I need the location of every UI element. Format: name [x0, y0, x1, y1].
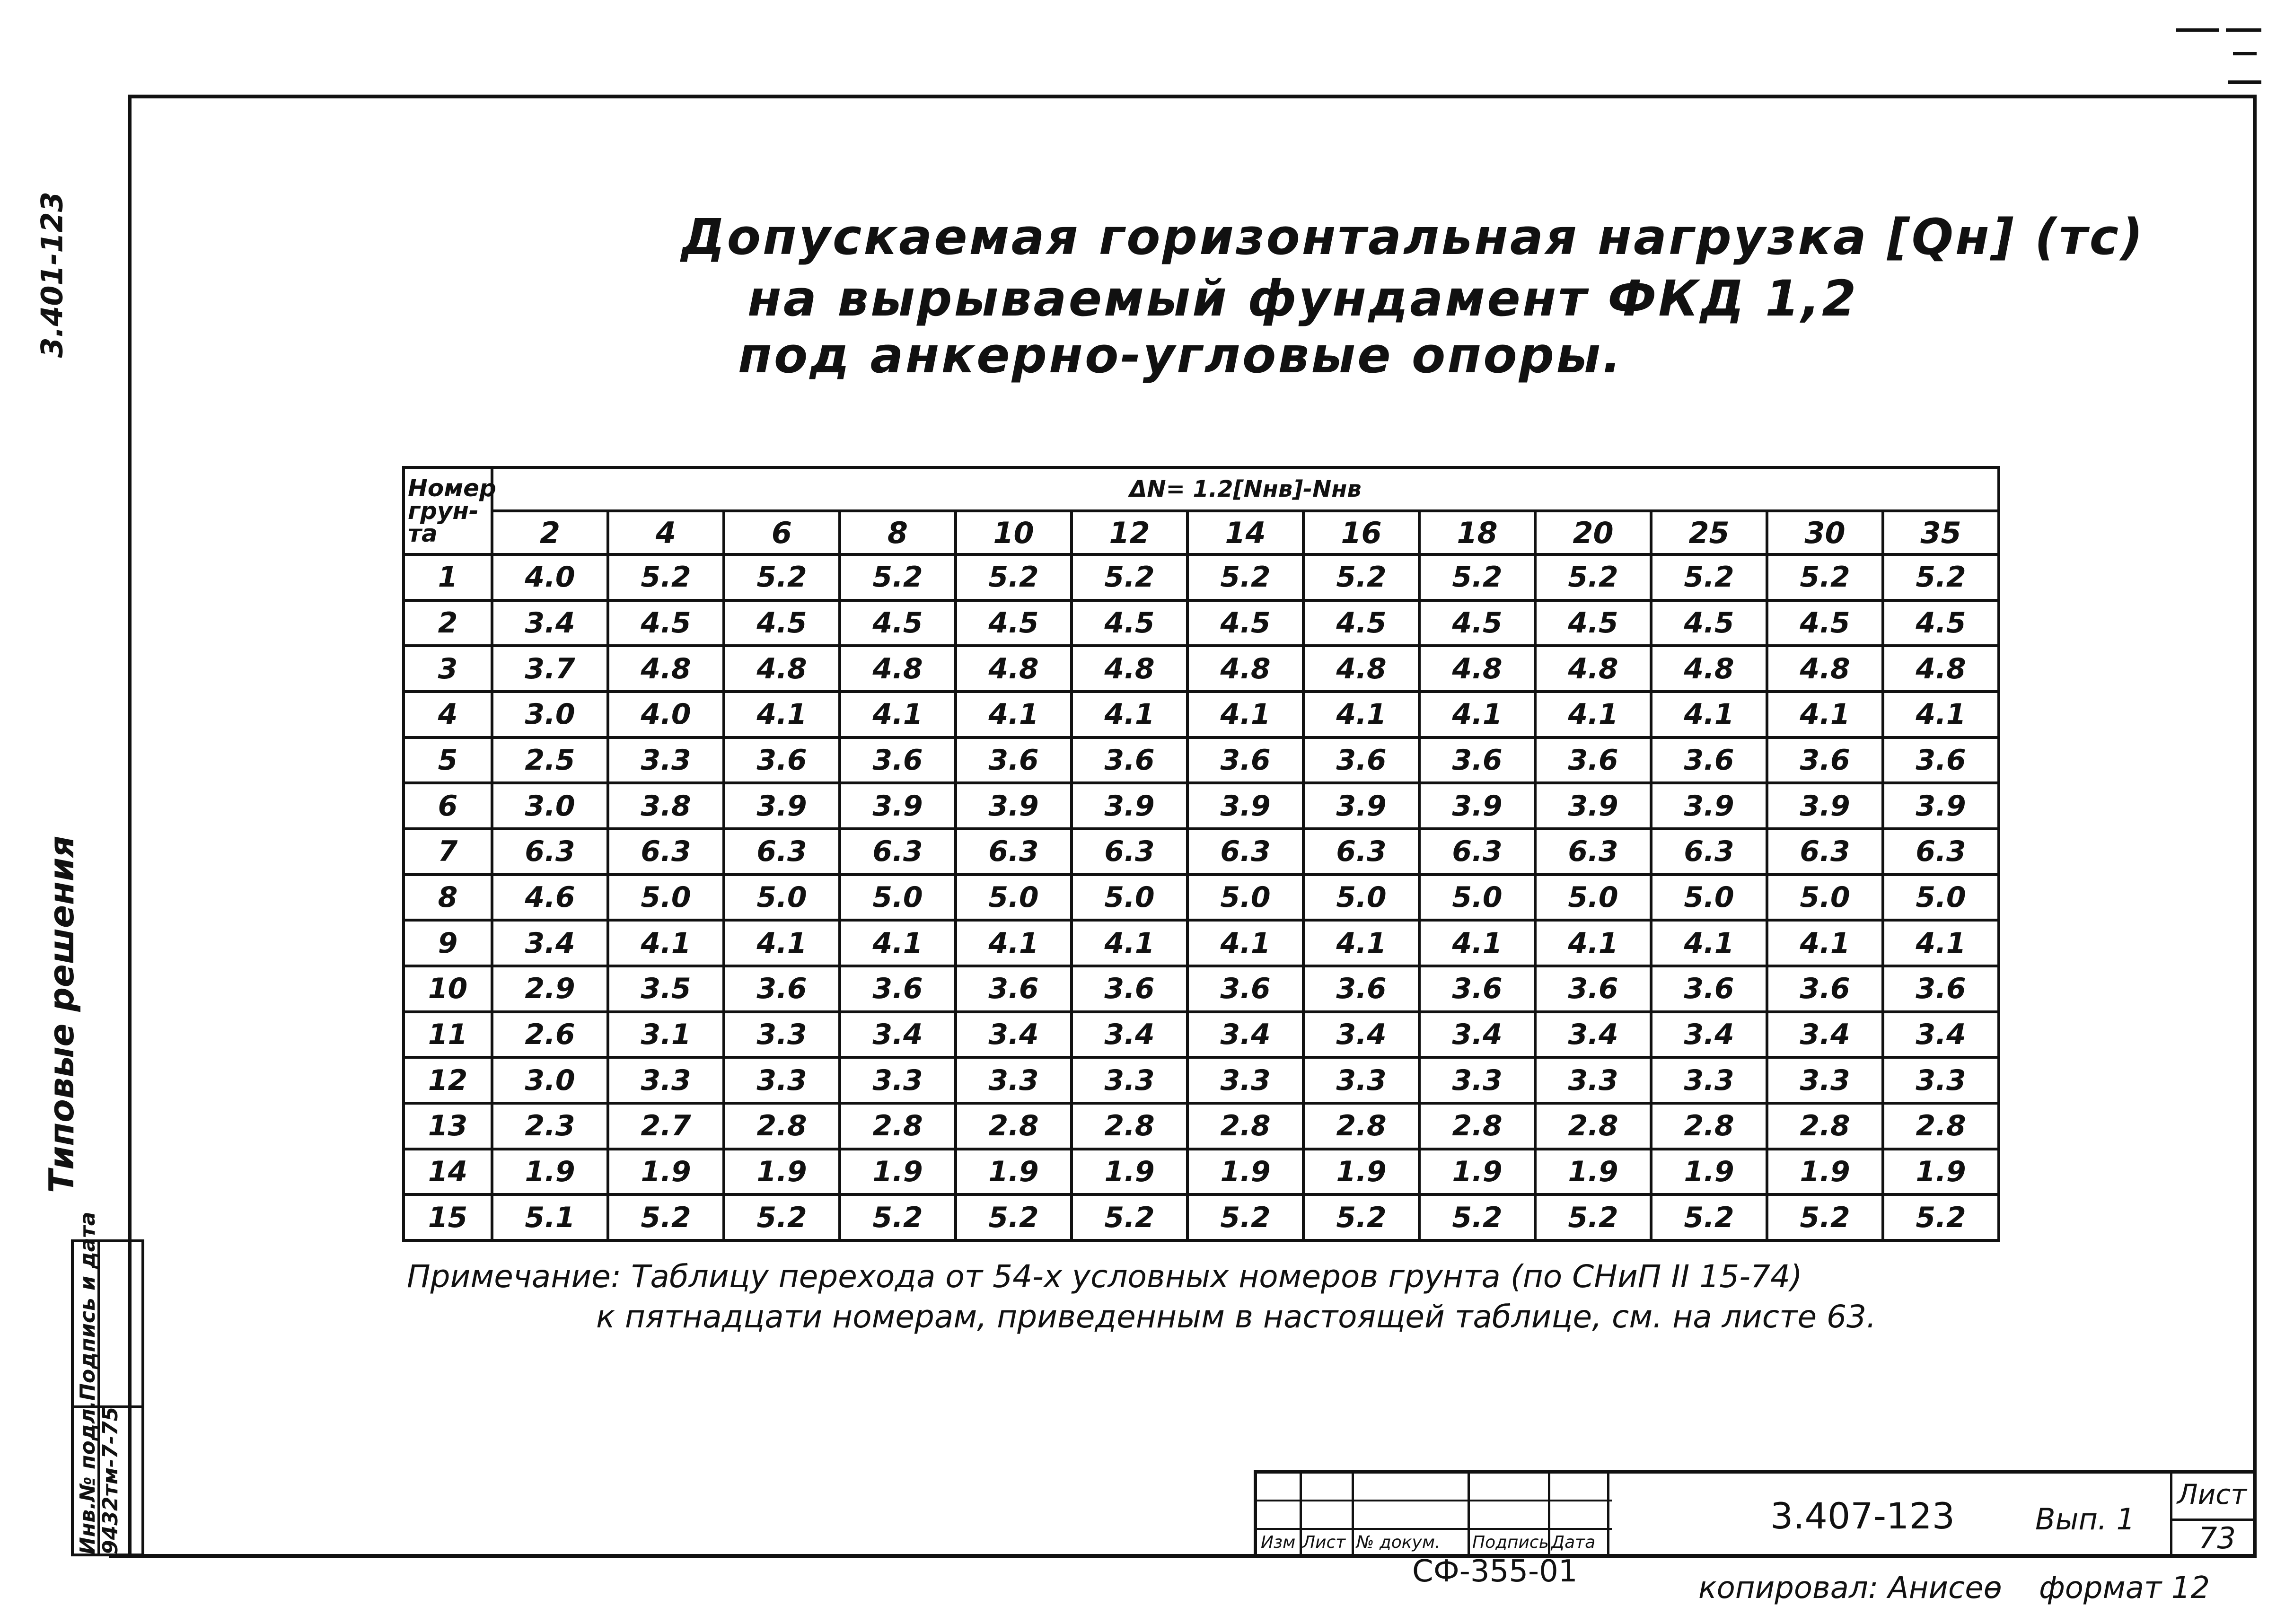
load-value-cell: 5.2	[608, 554, 724, 600]
load-value-cell: 2.8	[1419, 1103, 1535, 1149]
load-value-cell: 4.1	[956, 920, 1072, 966]
load-value-cell: 2.6	[492, 1012, 608, 1058]
load-value-cell: 3.3	[1651, 1057, 1767, 1103]
load-value-cell: 3.6	[1883, 737, 1999, 783]
load-value-cell: 5.2	[1419, 554, 1535, 600]
load-value-cell: 3.9	[724, 783, 840, 829]
load-value-cell: 3.0	[492, 783, 608, 829]
load-value-cell: 4.1	[1883, 692, 1999, 737]
load-value-cell: 3.9	[1303, 783, 1419, 829]
load-value-cell: 6.3	[1535, 829, 1651, 875]
load-value-cell: 5.1	[492, 1194, 608, 1240]
load-value-cell: 2.8	[1072, 1103, 1187, 1149]
soil-number-cell: 8	[404, 875, 492, 921]
load-value-cell: 6.3	[492, 829, 608, 875]
load-value-cell: 3.9	[1187, 783, 1303, 829]
load-value-cell: 5.2	[1651, 554, 1767, 600]
load-value-cell: 2.8	[724, 1103, 840, 1149]
load-value-cell: 5.0	[1883, 875, 1999, 921]
soil-number-cell: 15	[404, 1194, 492, 1240]
load-value-cell: 5.0	[1535, 875, 1651, 921]
delta-n-column-header: 20	[1535, 511, 1651, 554]
load-value-cell: 4.5	[1072, 600, 1187, 646]
load-value-cell: 4.8	[840, 646, 956, 692]
tb-sheet-number: 73	[2198, 1521, 2236, 1555]
table-row	[404, 1103, 1999, 1149]
load-value-cell: 4.1	[1535, 920, 1651, 966]
load-value-cell: 3.3	[1767, 1057, 1883, 1103]
load-value-cell: 1.9	[956, 1149, 1072, 1195]
load-value-cell: 3.6	[1072, 737, 1187, 783]
load-value-cell: 1.9	[724, 1149, 840, 1195]
load-value-cell: 1.9	[492, 1149, 608, 1195]
load-value-cell: 3.3	[608, 1057, 724, 1103]
load-value-cell: 4.5	[1187, 600, 1303, 646]
load-value-cell: 4.1	[840, 920, 956, 966]
load-value-cell: 6.3	[1883, 829, 1999, 875]
load-value-cell: 2.8	[840, 1103, 956, 1149]
load-value-cell: 3.6	[956, 966, 1072, 1012]
delta-n-column-header: 14	[1187, 511, 1303, 554]
load-value-cell: 3.4	[956, 1012, 1072, 1058]
load-value-cell: 2.8	[1303, 1103, 1419, 1149]
soil-number-cell: 6	[404, 783, 492, 829]
load-value-cell: 3.4	[1187, 1012, 1303, 1058]
load-value-cell: 5.2	[1883, 554, 1999, 600]
code-below-stamp: СФ-355-01	[1412, 1554, 1578, 1589]
load-value-cell: 6.3	[1187, 829, 1303, 875]
delta-n-column-header: 18	[1419, 511, 1535, 554]
note-line-2: к пятнадцати номерам, приведенным в настоящей таблице, см. на листе 63.	[596, 1299, 1876, 1335]
soil-number-cell: 9	[404, 920, 492, 966]
load-value-cell: 4.8	[1651, 646, 1767, 692]
copied-by: копировал: Анисеѳ	[1698, 1571, 2002, 1606]
load-value-cell: 5.0	[1072, 875, 1187, 921]
load-value-cell: 4.8	[1187, 646, 1303, 692]
load-value-cell: 5.0	[1419, 875, 1535, 921]
corner-marks	[2176, 28, 2261, 90]
load-value-cell: 3.6	[1187, 966, 1303, 1012]
load-value-cell: 3.0	[492, 1057, 608, 1103]
load-value-cell: 6.3	[1767, 829, 1883, 875]
tb-col-izm: Изм	[1261, 1533, 1296, 1552]
load-value-cell: 4.1	[1767, 920, 1883, 966]
load-value-cell: 3.3	[1303, 1057, 1419, 1103]
table-row	[404, 966, 1999, 1012]
load-value-cell: 5.2	[840, 554, 956, 600]
load-value-cell: 3.6	[1651, 966, 1767, 1012]
table-row	[404, 737, 1999, 783]
load-value-cell: 6.3	[956, 829, 1072, 875]
load-value-cell: 4.5	[1883, 600, 1999, 646]
load-value-cell: 4.8	[1303, 646, 1419, 692]
load-value-cell: 5.0	[1187, 875, 1303, 921]
table-row	[404, 1012, 1999, 1058]
load-value-cell: 4.1	[1419, 692, 1535, 737]
table-row	[404, 1057, 1999, 1103]
delta-n-column-header: 10	[956, 511, 1072, 554]
load-value-cell: 4.8	[724, 646, 840, 692]
load-value-cell: 4.1	[1072, 920, 1187, 966]
load-value-cell: 4.1	[1072, 692, 1187, 737]
load-value-cell: 1.9	[608, 1149, 724, 1195]
load-value-cell: 3.9	[956, 783, 1072, 829]
soil-number-cell: 10	[404, 966, 492, 1012]
load-value-cell: 6.3	[1072, 829, 1187, 875]
load-value-cell: 3.1	[608, 1012, 724, 1058]
load-value-cell: 3.6	[1072, 966, 1187, 1012]
load-value-cell: 5.2	[724, 554, 840, 600]
load-value-cell: 2.8	[1651, 1103, 1767, 1149]
load-value-cell: 5.2	[840, 1194, 956, 1240]
load-value-cell: 3.4	[840, 1012, 956, 1058]
tb-doc-number: 3.407-123	[1770, 1495, 1955, 1537]
delta-n-column-header: 2	[492, 511, 608, 554]
tb-issue: Вып. 1	[2035, 1502, 2135, 1536]
title-line-2: на вырываемый фундамент ФКД 1,2	[747, 270, 1858, 327]
load-value-cell: 4.1	[1535, 692, 1651, 737]
load-value-cell: 3.6	[1883, 966, 1999, 1012]
load-value-cell: 2.5	[492, 737, 608, 783]
load-value-cell: 2.9	[492, 966, 608, 1012]
load-value-cell: 1.9	[840, 1149, 956, 1195]
load-value-cell: 5.2	[956, 1194, 1072, 1240]
load-value-cell: 1.9	[1767, 1149, 1883, 1195]
table-row	[404, 829, 1999, 875]
load-value-cell: 4.5	[1535, 600, 1651, 646]
load-value-cell: 3.4	[1767, 1012, 1883, 1058]
load-value-cell: 3.3	[1072, 1057, 1187, 1103]
soil-number-cell: 5	[404, 737, 492, 783]
load-value-cell: 3.9	[1535, 783, 1651, 829]
soil-number-cell: 7	[404, 829, 492, 875]
load-value-cell: 5.2	[724, 1194, 840, 1240]
load-value-cell: 2.3	[492, 1103, 608, 1149]
soil-number-cell: 11	[404, 1012, 492, 1058]
load-value-cell: 5.0	[956, 875, 1072, 921]
table-row	[404, 1149, 1999, 1195]
load-value-cell: 5.2	[1767, 1194, 1883, 1240]
load-value-cell: 3.4	[1651, 1012, 1767, 1058]
load-value-cell: 4.5	[1303, 600, 1419, 646]
load-value-cell: 3.3	[956, 1057, 1072, 1103]
load-value-cell: 3.4	[492, 920, 608, 966]
delta-n-column-header: 12	[1072, 511, 1187, 554]
load-value-cell: 5.2	[1767, 554, 1883, 600]
delta-n-column-header: 30	[1767, 511, 1883, 554]
load-value-cell: 5.2	[1535, 554, 1651, 600]
soil-number-cell: 2	[404, 600, 492, 646]
delta-n-column-header: 4	[608, 511, 724, 554]
load-value-cell: 6.3	[1651, 829, 1767, 875]
table-row	[404, 1194, 1999, 1240]
load-value-cell: 2.8	[956, 1103, 1072, 1149]
load-value-cell: 3.6	[1303, 966, 1419, 1012]
load-value-cell: 4.1	[1651, 692, 1767, 737]
load-value-cell: 4.5	[1419, 600, 1535, 646]
load-value-cell: 5.0	[1303, 875, 1419, 921]
delta-n-column-header: 25	[1651, 511, 1767, 554]
load-value-cell: 5.0	[1651, 875, 1767, 921]
load-value-cell: 5.2	[608, 1194, 724, 1240]
load-value-cell: 6.3	[1303, 829, 1419, 875]
table-row	[404, 600, 1999, 646]
load-value-cell: 3.4	[492, 600, 608, 646]
load-value-cell: 5.0	[840, 875, 956, 921]
table-row	[404, 692, 1999, 737]
soil-number-header: Номер грун-та	[404, 467, 492, 554]
load-value-cell: 3.3	[608, 737, 724, 783]
soil-number-cell: 3	[404, 646, 492, 692]
load-value-cell: 3.6	[1535, 966, 1651, 1012]
load-table	[402, 466, 2000, 1242]
load-value-cell: 1.9	[1883, 1149, 1999, 1195]
load-value-cell: 3.6	[1303, 737, 1419, 783]
load-value-cell: 4.1	[840, 692, 956, 737]
load-value-cell: 3.6	[1419, 737, 1535, 783]
load-value-cell: 3.6	[1419, 966, 1535, 1012]
load-value-cell: 3.3	[1187, 1057, 1303, 1103]
delta-n-column-header: 35	[1883, 511, 1999, 554]
load-value-cell: 5.2	[1883, 1194, 1999, 1240]
load-value-cell: 1.9	[1651, 1149, 1767, 1195]
side-doc-code: 3.401-123	[35, 192, 70, 358]
load-value-cell: 4.1	[608, 920, 724, 966]
load-value-cell: 4.1	[1767, 692, 1883, 737]
soil-number-cell: 13	[404, 1103, 492, 1149]
archive-stamp	[71, 1211, 144, 1556]
load-value-cell: 4.8	[1767, 646, 1883, 692]
load-value-cell: 3.9	[1651, 783, 1767, 829]
table-row	[404, 875, 1999, 921]
table-row	[404, 920, 1999, 966]
load-value-cell: 4.1	[1187, 920, 1303, 966]
load-value-cell: 1.9	[1303, 1149, 1419, 1195]
load-value-cell: 3.3	[724, 1057, 840, 1103]
load-value-cell: 3.3	[1535, 1057, 1651, 1103]
load-value-cell: 4.5	[724, 600, 840, 646]
load-value-cell: 1.9	[1072, 1149, 1187, 1195]
delta-n-column-header: 16	[1303, 511, 1419, 554]
stamp-signature-label: Подпись и дата	[76, 1211, 100, 1401]
load-value-cell: 3.3	[840, 1057, 956, 1103]
load-value-cell: 2.8	[1883, 1103, 1999, 1149]
load-value-cell: 3.6	[840, 966, 956, 1012]
load-value-cell: 3.3	[724, 1012, 840, 1058]
load-value-cell: 1.9	[1187, 1149, 1303, 1195]
load-value-cell: 3.9	[1072, 783, 1187, 829]
load-value-cell: 3.4	[1535, 1012, 1651, 1058]
load-value-cell: 4.1	[1651, 920, 1767, 966]
load-value-cell: 3.9	[840, 783, 956, 829]
load-value-cell: 4.8	[1072, 646, 1187, 692]
load-value-cell: 4.1	[1419, 920, 1535, 966]
load-value-cell: 5.2	[1303, 554, 1419, 600]
tb-sheet-label: Лист	[2177, 1478, 2247, 1510]
load-value-cell: 3.9	[1883, 783, 1999, 829]
load-value-cell: 3.5	[608, 966, 724, 1012]
load-value-cell: 3.4	[1303, 1012, 1419, 1058]
soil-number-cell: 4	[404, 692, 492, 737]
load-value-cell: 3.8	[608, 783, 724, 829]
load-value-cell: 6.3	[608, 829, 724, 875]
load-value-cell: 2.8	[1187, 1103, 1303, 1149]
load-value-cell: 3.6	[840, 737, 956, 783]
load-value-cell: 5.2	[1651, 1194, 1767, 1240]
load-value-cell: 1.9	[1535, 1149, 1651, 1195]
load-value-cell: 4.1	[724, 920, 840, 966]
load-value-cell: 3.4	[1072, 1012, 1187, 1058]
load-value-cell: 5.0	[608, 875, 724, 921]
load-value-cell: 2.8	[1535, 1103, 1651, 1149]
load-value-cell: 3.9	[1419, 783, 1535, 829]
soil-number-cell: 1	[404, 554, 492, 600]
load-value-cell: 4.1	[1303, 692, 1419, 737]
load-value-cell: 4.5	[956, 600, 1072, 646]
tb-col-list: Лист	[1302, 1533, 1346, 1552]
stamp-inv-value: 9432тм-7-75	[98, 1406, 123, 1554]
load-value-cell: 4.6	[492, 875, 608, 921]
load-value-cell: 3.6	[1535, 737, 1651, 783]
table-row	[404, 783, 1999, 829]
soil-number-cell: 14	[404, 1149, 492, 1195]
load-value-cell: 3.4	[1883, 1012, 1999, 1058]
load-value-cell: 4.8	[608, 646, 724, 692]
load-value-cell: 5.2	[1303, 1194, 1419, 1240]
load-value-cell: 3.6	[1651, 737, 1767, 783]
note-line-1: Примечание: Таблицу перехода от 54-х условных номеров грунта (по СНиП II 15-74)	[407, 1258, 1802, 1295]
load-value-cell: 5.2	[1187, 1194, 1303, 1240]
load-value-cell: 4.1	[1883, 920, 1999, 966]
load-value-cell: 5.0	[724, 875, 840, 921]
load-value-cell: 4.1	[1187, 692, 1303, 737]
load-value-cell: 6.3	[840, 829, 956, 875]
title-line-3: под анкерно-угловые опоры.	[738, 326, 1623, 384]
load-value-cell: 4.8	[956, 646, 1072, 692]
load-value-cell: 3.0	[492, 692, 608, 737]
delta-n-column-header: 6	[724, 511, 840, 554]
load-value-cell: 5.2	[1072, 554, 1187, 600]
frame-top-border	[128, 95, 2257, 98]
load-value-cell: 4.1	[724, 692, 840, 737]
load-value-cell: 4.5	[840, 600, 956, 646]
load-value-cell: 5.2	[1072, 1194, 1187, 1240]
table-row	[404, 646, 1999, 692]
title-line-1: Допускаемая горизонтальная нагрузка [Qн] (тс)	[681, 208, 2145, 266]
load-value-cell: 4.1	[1303, 920, 1419, 966]
load-value-cell: 5.2	[1535, 1194, 1651, 1240]
load-value-cell: 3.6	[724, 737, 840, 783]
load-value-cell: 6.3	[1419, 829, 1535, 875]
load-value-cell: 4.8	[1535, 646, 1651, 692]
side-series-label: Типовые решения	[42, 835, 81, 1193]
stamp-inv-label: Инв.№ подл.	[76, 1400, 100, 1554]
load-value-cell: 4.5	[608, 600, 724, 646]
delta-n-column-header: 8	[840, 511, 956, 554]
frame-bottom-border	[109, 1554, 2257, 1558]
load-value-cell: 2.8	[1767, 1103, 1883, 1149]
load-value-cell: 1.9	[1419, 1149, 1535, 1195]
load-value-cell: 3.7	[492, 646, 608, 692]
load-value-cell: 3.9	[1767, 783, 1883, 829]
tb-col-date: Дата	[1551, 1533, 1596, 1552]
load-value-cell: 4.8	[1883, 646, 1999, 692]
load-value-cell: 4.8	[1419, 646, 1535, 692]
load-value-cell: 3.4	[1419, 1012, 1535, 1058]
load-value-cell: 5.0	[1767, 875, 1883, 921]
load-value-cell: 4.1	[956, 692, 1072, 737]
load-value-cell: 5.2	[1187, 554, 1303, 600]
title-block	[1254, 1470, 2253, 1554]
frame-right-border	[2253, 95, 2257, 1556]
load-value-cell: 3.6	[1187, 737, 1303, 783]
load-value-cell: 3.6	[956, 737, 1072, 783]
load-value-cell: 4.5	[1767, 600, 1883, 646]
load-value-cell: 3.3	[1419, 1057, 1535, 1103]
load-value-cell: 6.3	[724, 829, 840, 875]
sheet-format: формат 12	[2039, 1571, 2210, 1606]
table-row	[404, 554, 1999, 600]
load-value-cell: 3.6	[1767, 737, 1883, 783]
load-value-cell: 4.5	[1651, 600, 1767, 646]
load-value-cell: 5.2	[1419, 1194, 1535, 1240]
delta-n-header: ΔN= 1.2[Nнв]-Nнв	[492, 467, 1999, 511]
load-value-cell: 3.6	[1767, 966, 1883, 1012]
load-value-cell: 3.6	[724, 966, 840, 1012]
soil-number-cell: 12	[404, 1057, 492, 1103]
load-value-cell: 3.3	[1883, 1057, 1999, 1103]
load-value-cell: 4.0	[608, 692, 724, 737]
load-value-cell: 2.7	[608, 1103, 724, 1149]
load-value-cell: 5.2	[956, 554, 1072, 600]
load-value-cell: 4.0	[492, 554, 608, 600]
tb-col-doc: № докум.	[1356, 1533, 1441, 1552]
tb-col-sign: Подпись	[1472, 1533, 1549, 1552]
